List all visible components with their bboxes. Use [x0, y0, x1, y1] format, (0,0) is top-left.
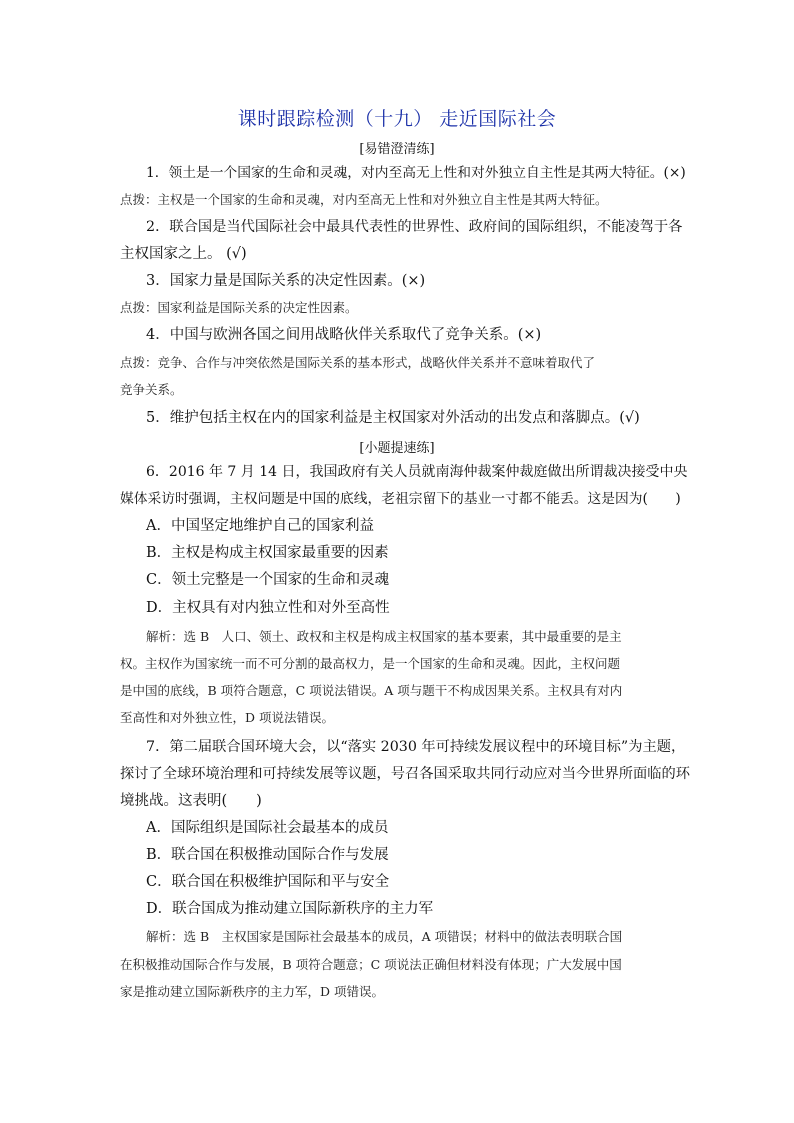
question-1: 1．领土是一个国家的生命和灵魂，对内至高无上性和对外独立自主性是其两大特征。(×): [146, 165, 686, 181]
question-6-option-c: C．领土完整是一个国家的生命和灵魂: [146, 572, 390, 588]
question-2-line-2: 主权国家之上。 (√): [120, 246, 247, 262]
question-7-option-c: C．联合国在积极维护国际和平与安全: [146, 874, 390, 890]
question-7-analysis-line-1: 解析：选 B 主权国家是国际社会最基本的成员，A 项错误；材料中的做法表明联合国: [146, 929, 623, 944]
question-7-line-1: 7．第二届联合国环境大会，以“落实 2030 年可持续发展议程中的环境目标”为主题，: [146, 739, 686, 755]
question-7-analysis-line-2: 在积极推动国际合作与发展，B 项符合题意；C 项说法正确但材料没有体现；广大发展中国: [120, 957, 622, 972]
question-4: 4．中国与欧洲各国之间用战略伙伴关系取代了竞争关系。(×): [146, 327, 542, 343]
section-heading-errors: [易错澄清练]: [359, 142, 435, 157]
question-7-line-2: 探讨了全球环境治理和可持续发展等议题，号召各国采取共同行动应对当今世界所面临的环: [120, 766, 691, 782]
question-6-line-2: 媒体采访时强调，主权问题是中国的底线，老祖宗留下的基业一寸都不能丢。这是因为( ): [120, 491, 681, 507]
question-7-line-3: 境挑战。这表明( ): [120, 793, 262, 809]
question-6-option-d: D．主权具有对内独立性和对外至高性: [146, 600, 390, 616]
question-6-line-1: 6．2016 年 7 月 14 日，我国政府有关人员就南海仲裁案仲裁庭做出所谓裁决接受中央: [146, 464, 688, 480]
question-7-analysis-line-3: 家是推动建立国际新秩序的主力军，D 项错误。: [120, 984, 384, 999]
question-1-tip: 点拨：主权是一个国家的生命和灵魂，对内至高无上性和对外独立自主性是其两大特征。: [120, 192, 608, 207]
question-6-option-b: B．主权是构成主权国家最重要的因素: [146, 545, 389, 561]
question-6-analysis-line-2: 权。主权作为国家统一而不可分割的最高权力，是一个国家的生命和灵魂。因此，主权问题: [120, 656, 621, 671]
page-title: 课时跟踪检测（十九） 走近国际社会: [237, 108, 557, 130]
question-6-analysis-line-1: 解析：选 B 人口、领土、政权和主权是构成主权国家的基本要素，其中最重要的是主: [146, 629, 622, 644]
question-4-tip-line-2: 竞争关系。: [120, 382, 183, 397]
question-7-option-a: A．国际组织是国际社会最基本的成员: [146, 820, 389, 836]
section-heading-speed: [小题提速练]: [359, 441, 435, 456]
question-6-analysis-line-3: 是中国的底线，B 项符合题意，C 项说法错误。A 项与题干不构成因果关系。主权具有对内: [120, 683, 623, 698]
question-4-tip-line-1: 点拨：竞争、合作与冲突依然是国际关系的基本形式，战略伙伴关系并不意味着取代了: [120, 355, 596, 370]
question-2-line-1: 2．联合国是当代国际社会中最具代表性的世界性、政府间的国际组织，不能凌驾于各: [146, 219, 683, 235]
question-3: 3．国家力量是国际关系的决定性因素。(×): [146, 273, 426, 289]
question-3-tip: 点拨：国家利益是国际关系的决定性因素。: [120, 300, 358, 315]
question-7-option-b: B．联合国在积极推动国际合作与发展: [146, 847, 389, 863]
question-7-option-d: D．联合国成为推动建立国际新秩序的主力军: [146, 901, 434, 917]
question-6-analysis-line-4: 至高性和对外独立性，D 项说法错误。: [120, 710, 334, 725]
question-6-option-a: A．中国坚定地维护自己的国家利益: [146, 518, 374, 534]
question-5: 5．维护包括主权在内的国家利益是主权国家对外活动的出发点和落脚点。(√): [146, 410, 640, 426]
